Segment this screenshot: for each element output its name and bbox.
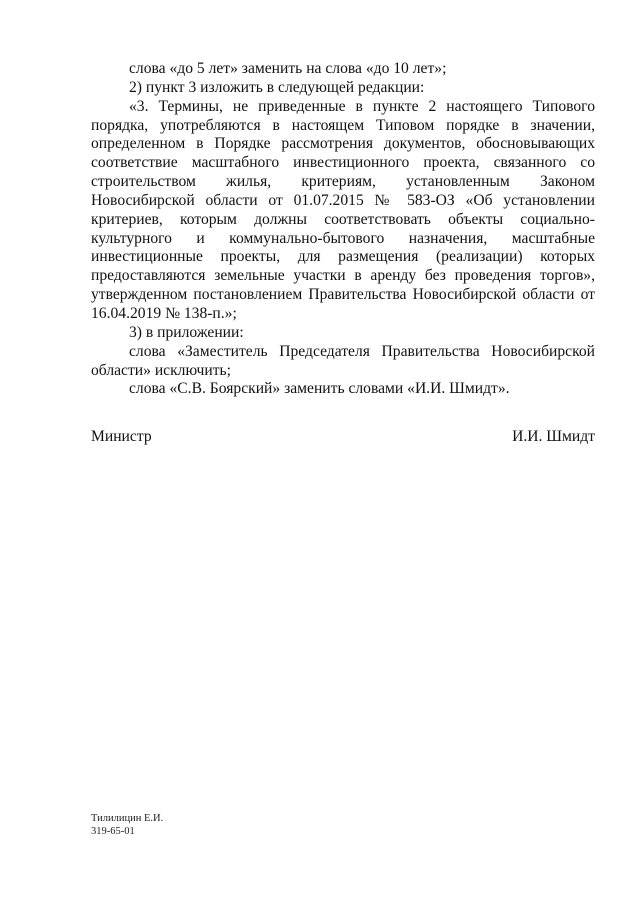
document-body [91,60,595,399]
paragraph-replace-name: слова «С.В. Боярский» заменить словами «И.И. Шмидт». [129,380,510,398]
signatory-name: И.И. Шмидт [512,428,595,445]
signatory-position: Министр [91,428,152,445]
paragraph-item-2: 2) пункт 3 изложить в следующей редакции: [129,78,425,96]
executor-name: Тилилицин Е.И. [91,813,164,824]
paragraph-new-clause-3: «3. Термины, не приведенные в пункте 2 настоящего Типового порядка, употребляются в настоящем Типовом порядке в значении, определенном в Порядке рассмотрения документов, обосновывающих соответствие масштабного инвестиционного проекта, связанного со строительством жилья, критериям, установленным Законом Новосибирской области от 01.07.2015 № 583-ОЗ «Об установлении критериев, которым должны соответствовать объекты социально-культурного и коммунально-бытового назначения, масштабные инвестиционные проекты, для размещения (реализации) которых предоставляются земельные участки в аренду без проведения торгов», утвержденном постановлением Правительства Новосибирской области от 16.04.2019 № 138-п.»; [91,97,595,322]
signature-block [91,427,595,446]
paragraph-remove-deputy: слова «Заместитель Председателя Правительства Новосибирской области» исключить; [91,342,595,379]
executor-footer [91,813,163,838]
paragraph-replace-term: слова «до 5 лет» заменить на слова «до 10 лет»; [129,60,447,77]
paragraph-item-3: 3) в приложении: [129,323,244,341]
executor-phone: 319-65-01 [91,825,135,837]
